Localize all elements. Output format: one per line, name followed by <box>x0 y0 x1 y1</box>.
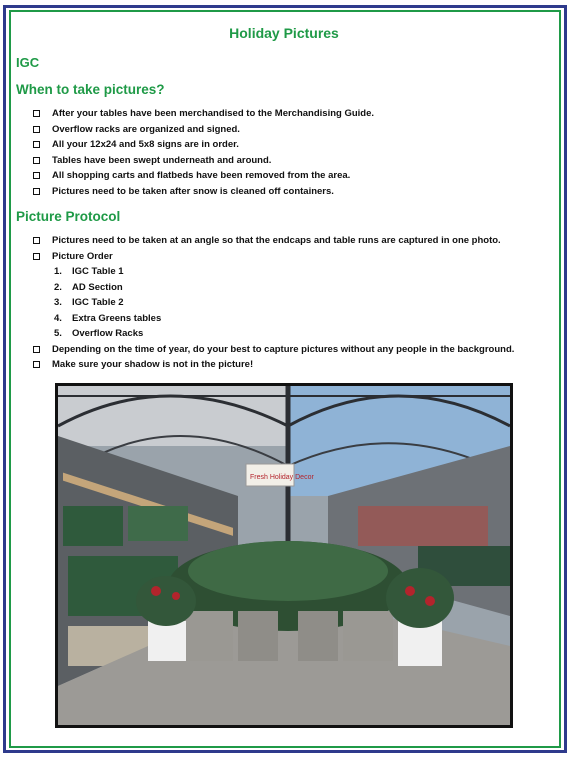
bullet-box-icon <box>33 253 40 260</box>
list-item: Tables have been swept underneath and around. <box>32 153 552 169</box>
order-item: 4. Extra Greens tables <box>54 312 162 324</box>
when-list <box>16 106 552 199</box>
when-heading: When to take pictures? <box>16 82 165 97</box>
bullet-box-icon <box>33 141 40 148</box>
bullet-box-icon <box>33 237 40 244</box>
list-item: Pictures need to be taken at an angle so that the endcaps and table runs are captured in one photo. <box>32 233 552 249</box>
bullet-box-icon <box>33 126 40 133</box>
protocol-list-2 <box>16 342 552 373</box>
list-item: All shopping carts and flatbeds have been removed from the area. <box>32 168 552 184</box>
list-item: Depending on the time of year, do your best to capture pictures without any people in the background. <box>32 342 552 358</box>
document-body <box>16 22 552 373</box>
list-item: All your 12x24 and 5x8 signs are in order. <box>32 137 552 153</box>
picture-order-list <box>16 264 552 342</box>
list-item: Overflow racks are organized and signed. <box>32 122 552 138</box>
bullet-box-icon <box>33 172 40 179</box>
bullet-box-icon <box>33 157 40 164</box>
bullet-box-icon <box>33 361 40 368</box>
decor-sign: Fresh Holiday Decor <box>250 474 314 481</box>
protocol-heading: Picture Protocol <box>16 209 121 224</box>
order-item: 2. AD Section <box>54 281 123 293</box>
bullet-box-icon <box>33 346 40 353</box>
page-title: Holiday Pictures <box>229 25 339 41</box>
order-item: 3. IGC Table 2 <box>54 297 124 308</box>
list-item: After your tables have been merchandised to the Merchandising Guide. <box>32 106 552 122</box>
section-igc-heading: IGC <box>16 55 40 70</box>
order-item: 1. IGC Table 1 <box>54 266 124 277</box>
list-item: Pictures need to be taken after snow is cleaned off containers. <box>32 184 552 200</box>
bullet-box-icon <box>33 188 40 195</box>
list-item: Picture Order <box>32 249 552 265</box>
protocol-list <box>16 233 552 264</box>
bullet-box-icon <box>33 110 40 117</box>
store-display-photo <box>55 383 513 728</box>
order-item: 5. Overflow Racks <box>54 328 144 339</box>
list-item: Make sure your shadow is not in the picture! <box>32 357 552 373</box>
